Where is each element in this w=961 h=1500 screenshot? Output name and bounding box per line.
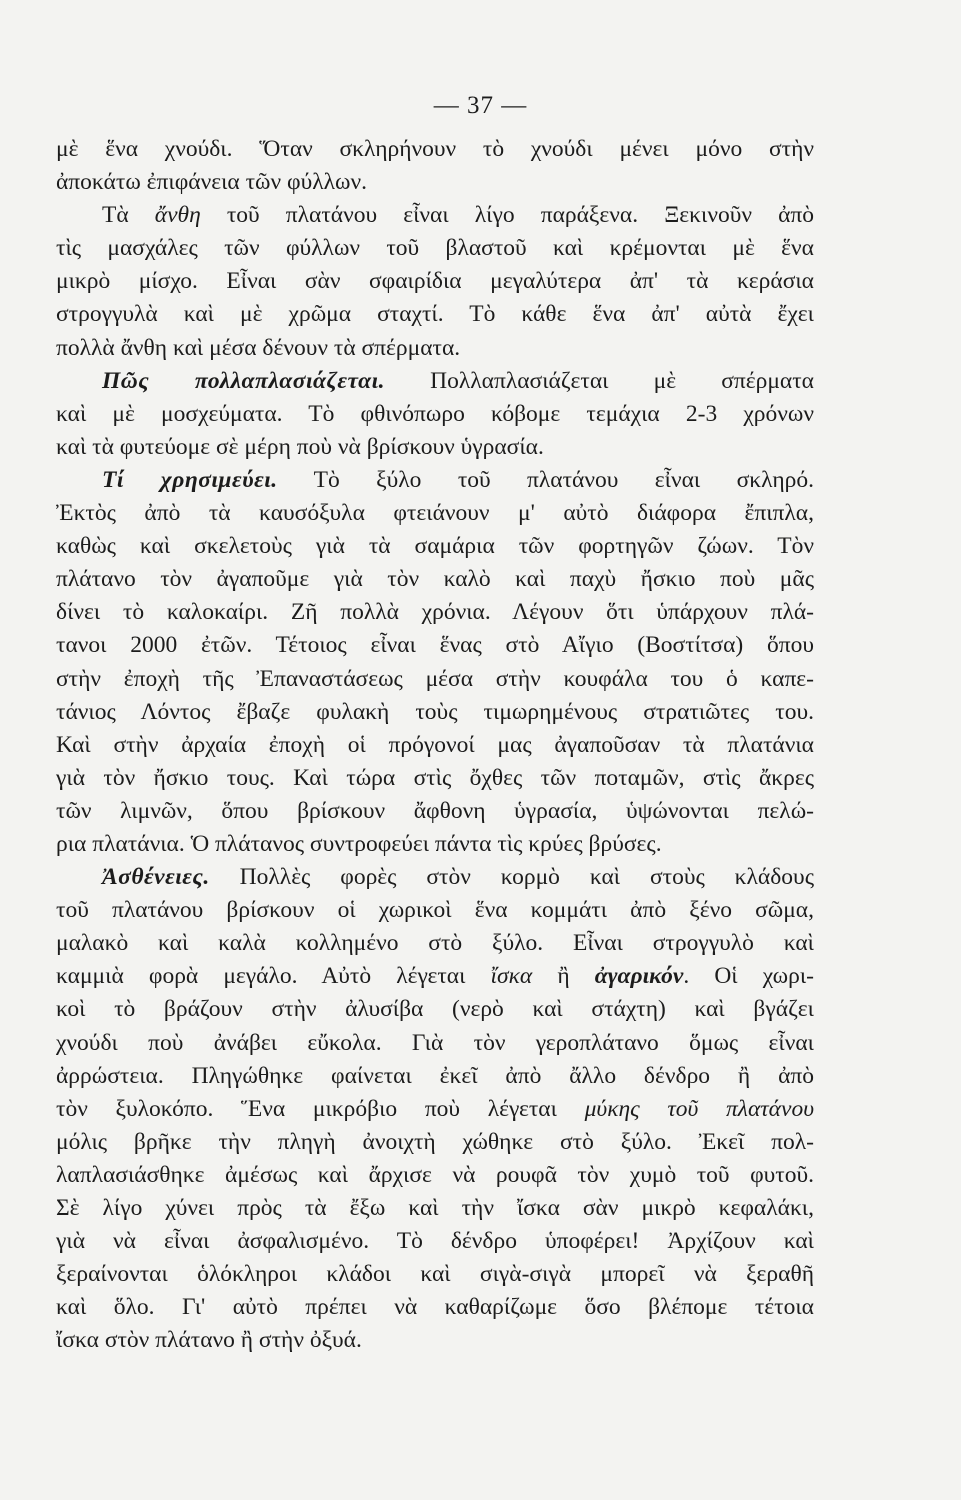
text-line: μικρὸ μίσχο. Εἶναι σὰν σφαιρίδια μεγαλύτερα ἀπ' τὰ κεράσια xyxy=(56,268,814,295)
text-line: στὴν ἐποχὴ τῆς Ἐπαναστάσεως μέσα στὴν κουφάλα του ὁ καπε- xyxy=(56,665,814,692)
page-number: — 37 — xyxy=(433,92,528,119)
text-line: πολλὰ ἄνθη καὶ μέσα δένουν τὰ σπέρματα. xyxy=(56,334,461,361)
text-line: τὸν ξυλοκόπο. Ἕνα μικρόβιο ποὺ λέγεται μύκης τοῦ πλατάνου xyxy=(56,1095,814,1122)
text-line: γιὰ νὰ εἶναι ἀσφαλισμένο. Τὸ δένδρο ὑποφέρει! Ἀρχίζουν καὶ xyxy=(56,1228,814,1255)
italic-term: ἀγαρικόν xyxy=(594,963,684,990)
text-line: μόλις βρῆκε τὴν πληγὴ ἀνοιχτὴ χώθηκε στὸ ξύλο. Ἐκεῖ πολ- xyxy=(56,1128,814,1155)
text-line: Ἀσθένειες. Πολλὲς φορὲς στὸν κορμὸ καὶ στοὺς κλάδους xyxy=(102,864,814,891)
text-line: καὶ ὅλο. Γι' αὐτὸ πρέπει νὰ καθαρίζωμε ὅσο βλέπομε τέτοια xyxy=(56,1294,814,1321)
text-line: Τί χρησιμεύει. Τὸ ξύλο τοῦ πλατάνου εἶναι σκληρό. xyxy=(102,466,814,493)
text-line: καὶ μὲ μοσχεύματα. Τὸ φθινόπωρο κόβομε τεμάχια 2-3 χρόνων xyxy=(56,400,814,427)
text-line: τοῦ πλατάνου βρίσκουν οἱ χωρικοὶ ἕνα κομμάτι ἀπὸ ξένο σῶμα, xyxy=(56,897,814,924)
italic-term: ἄνθη xyxy=(154,202,201,229)
text-line: πλάτανο τὸν ἀγαποῦμε γιὰ τὸν καλὸ καὶ παχὺ ἤσκιο ποὺ μᾶς xyxy=(56,566,814,593)
text-line: τῶν λιμνῶν, ὅπου βρίσκουν ἄφθονη ὑγρασία, ὑψώνονται πελώ- xyxy=(56,797,814,824)
section-heading: Ἀσθένειες. xyxy=(102,864,210,891)
text-line: λαπλασιάσθηκε ἀμέσως καὶ ἄρχισε νὰ ρουφᾶ τὸν χυμὸ τοῦ φυτοῦ. xyxy=(56,1161,814,1188)
text-line: χνούδι ποὺ ἀνάβει εὔκολα. Γιὰ τὸν γεροπλάτανο ὅμως εἶναι xyxy=(56,1029,814,1056)
text-line: τανοι 2000 ἐτῶν. Τέτοιος εἶναι ἕνας στὸ Αἴγιο (Βοστίτσα) ὅπου xyxy=(56,632,814,659)
text-line: ρια πλατάνια. Ὁ πλάτανος συντροφεύει πάντα τὶς κρύες βρύσες. xyxy=(56,830,662,857)
text-line: ἀποκάτω ἐπιφάνεια τῶν φύλλων. xyxy=(56,169,367,196)
text-line: ἴσκα στὸν πλάτανο ἢ στὴν ὀξυά. xyxy=(56,1327,362,1354)
text-line: στρογγυλὰ καὶ μὲ χρῶμα σταχτί. Τὸ κάθε ἕνα ἀπ' αὐτὰ ἔχει xyxy=(56,301,814,328)
section-heading: Πῶς πολλαπλασιάζεται. xyxy=(102,367,386,394)
text-line: ἀρρώστεια. Πληγώθηκε φαίνεται ἐκεῖ ἀπὸ ἄλλο δένδρο ἢ ἀπὸ xyxy=(56,1062,814,1089)
text-line: καὶ τὰ φυτεύομε σὲ μέρη ποὺ νὰ βρίσκουν ὑγρασία. xyxy=(56,433,544,460)
text-line: Τὰ ἄνθη τοῦ πλατάνου εἶναι λίγο παράξενα. Ξεκινοῦν ἀπὸ xyxy=(102,202,814,229)
text-line: τάνιος Λόντος ἔβαζε φυλακὴ τοὺς τιμωρημένους στρατιῶτες του. xyxy=(56,698,814,725)
text-line: μὲ ἕνα χνούδι. Ὅταν σκληρήνουν τὸ χνούδι μένει μόνο στὴν xyxy=(56,136,814,162)
text-line: Ἐκτὸς ἀπὸ τὰ καυσόξυλα φτειάνουν μ' αὐτὸ διάφορα ἔπιπλα, xyxy=(56,500,814,527)
text-line: δίνει τὸ καλοκαίρι. Ζῆ πολλὰ χρόνια. Λέγουν ὅτι ὑπάρχουν πλά- xyxy=(56,599,814,626)
text-line: καμμιὰ φορὰ μεγάλο. Αὐτὸ λέγεται ἴσκα ἢ ἀγαρικόν. Οἱ χωρι- xyxy=(56,963,814,990)
text-line: καθὼς καὶ σκελετοὺς γιὰ τὰ σαμάρια τῶν φορτηγῶν ζώων. Τὸν xyxy=(56,533,814,560)
section-heading: Τί χρησιμεύει. xyxy=(102,466,278,493)
text-line: γιὰ τὸν ἤσκιο τους. Καὶ τώρα στὶς ὄχθες τῶν ποταμῶν, στὶς ἄκρες xyxy=(56,764,814,791)
text-line: Πῶς πολλαπλασιάζεται. Πολλαπλασιάζεται μὲ σπέρματα xyxy=(102,367,814,394)
text-line: τὶς μασχάλες τῶν φύλλων τοῦ βλαστοῦ καὶ κρέμονται μὲ ἕνα xyxy=(56,235,814,262)
body-text xyxy=(56,133,814,1357)
italic-term: ἴσκα xyxy=(490,963,533,990)
text-line: Σὲ λίγο χύνει πρὸς τὰ ἔξω καὶ τὴν ἴσκα σὰν μικρὸ κεφαλάκι, xyxy=(56,1195,814,1221)
text-line: μαλακὸ καὶ καλὰ κολλημένο στὸ ξύλο. Εἶναι στρογγυλὸ καὶ xyxy=(56,930,814,957)
italic-term: μύκης τοῦ πλατάνου xyxy=(584,1095,814,1122)
text-line: ξεραίνονται ὁλόκληροι κλάδοι καὶ σιγὰ-σιγὰ μπορεῖ νὰ ξεραθῆ xyxy=(56,1261,814,1288)
text-line: Καὶ στὴν ἀρχαία ἐποχὴ οἱ πρόγονοί μας ἀγαποῦσαν τὰ πλατάνια xyxy=(56,731,814,758)
text-line: κοὶ τὸ βράζουν στὴν ἀλυσίβα (νερὸ καὶ στάχτη) καὶ βγάζει xyxy=(56,996,814,1023)
